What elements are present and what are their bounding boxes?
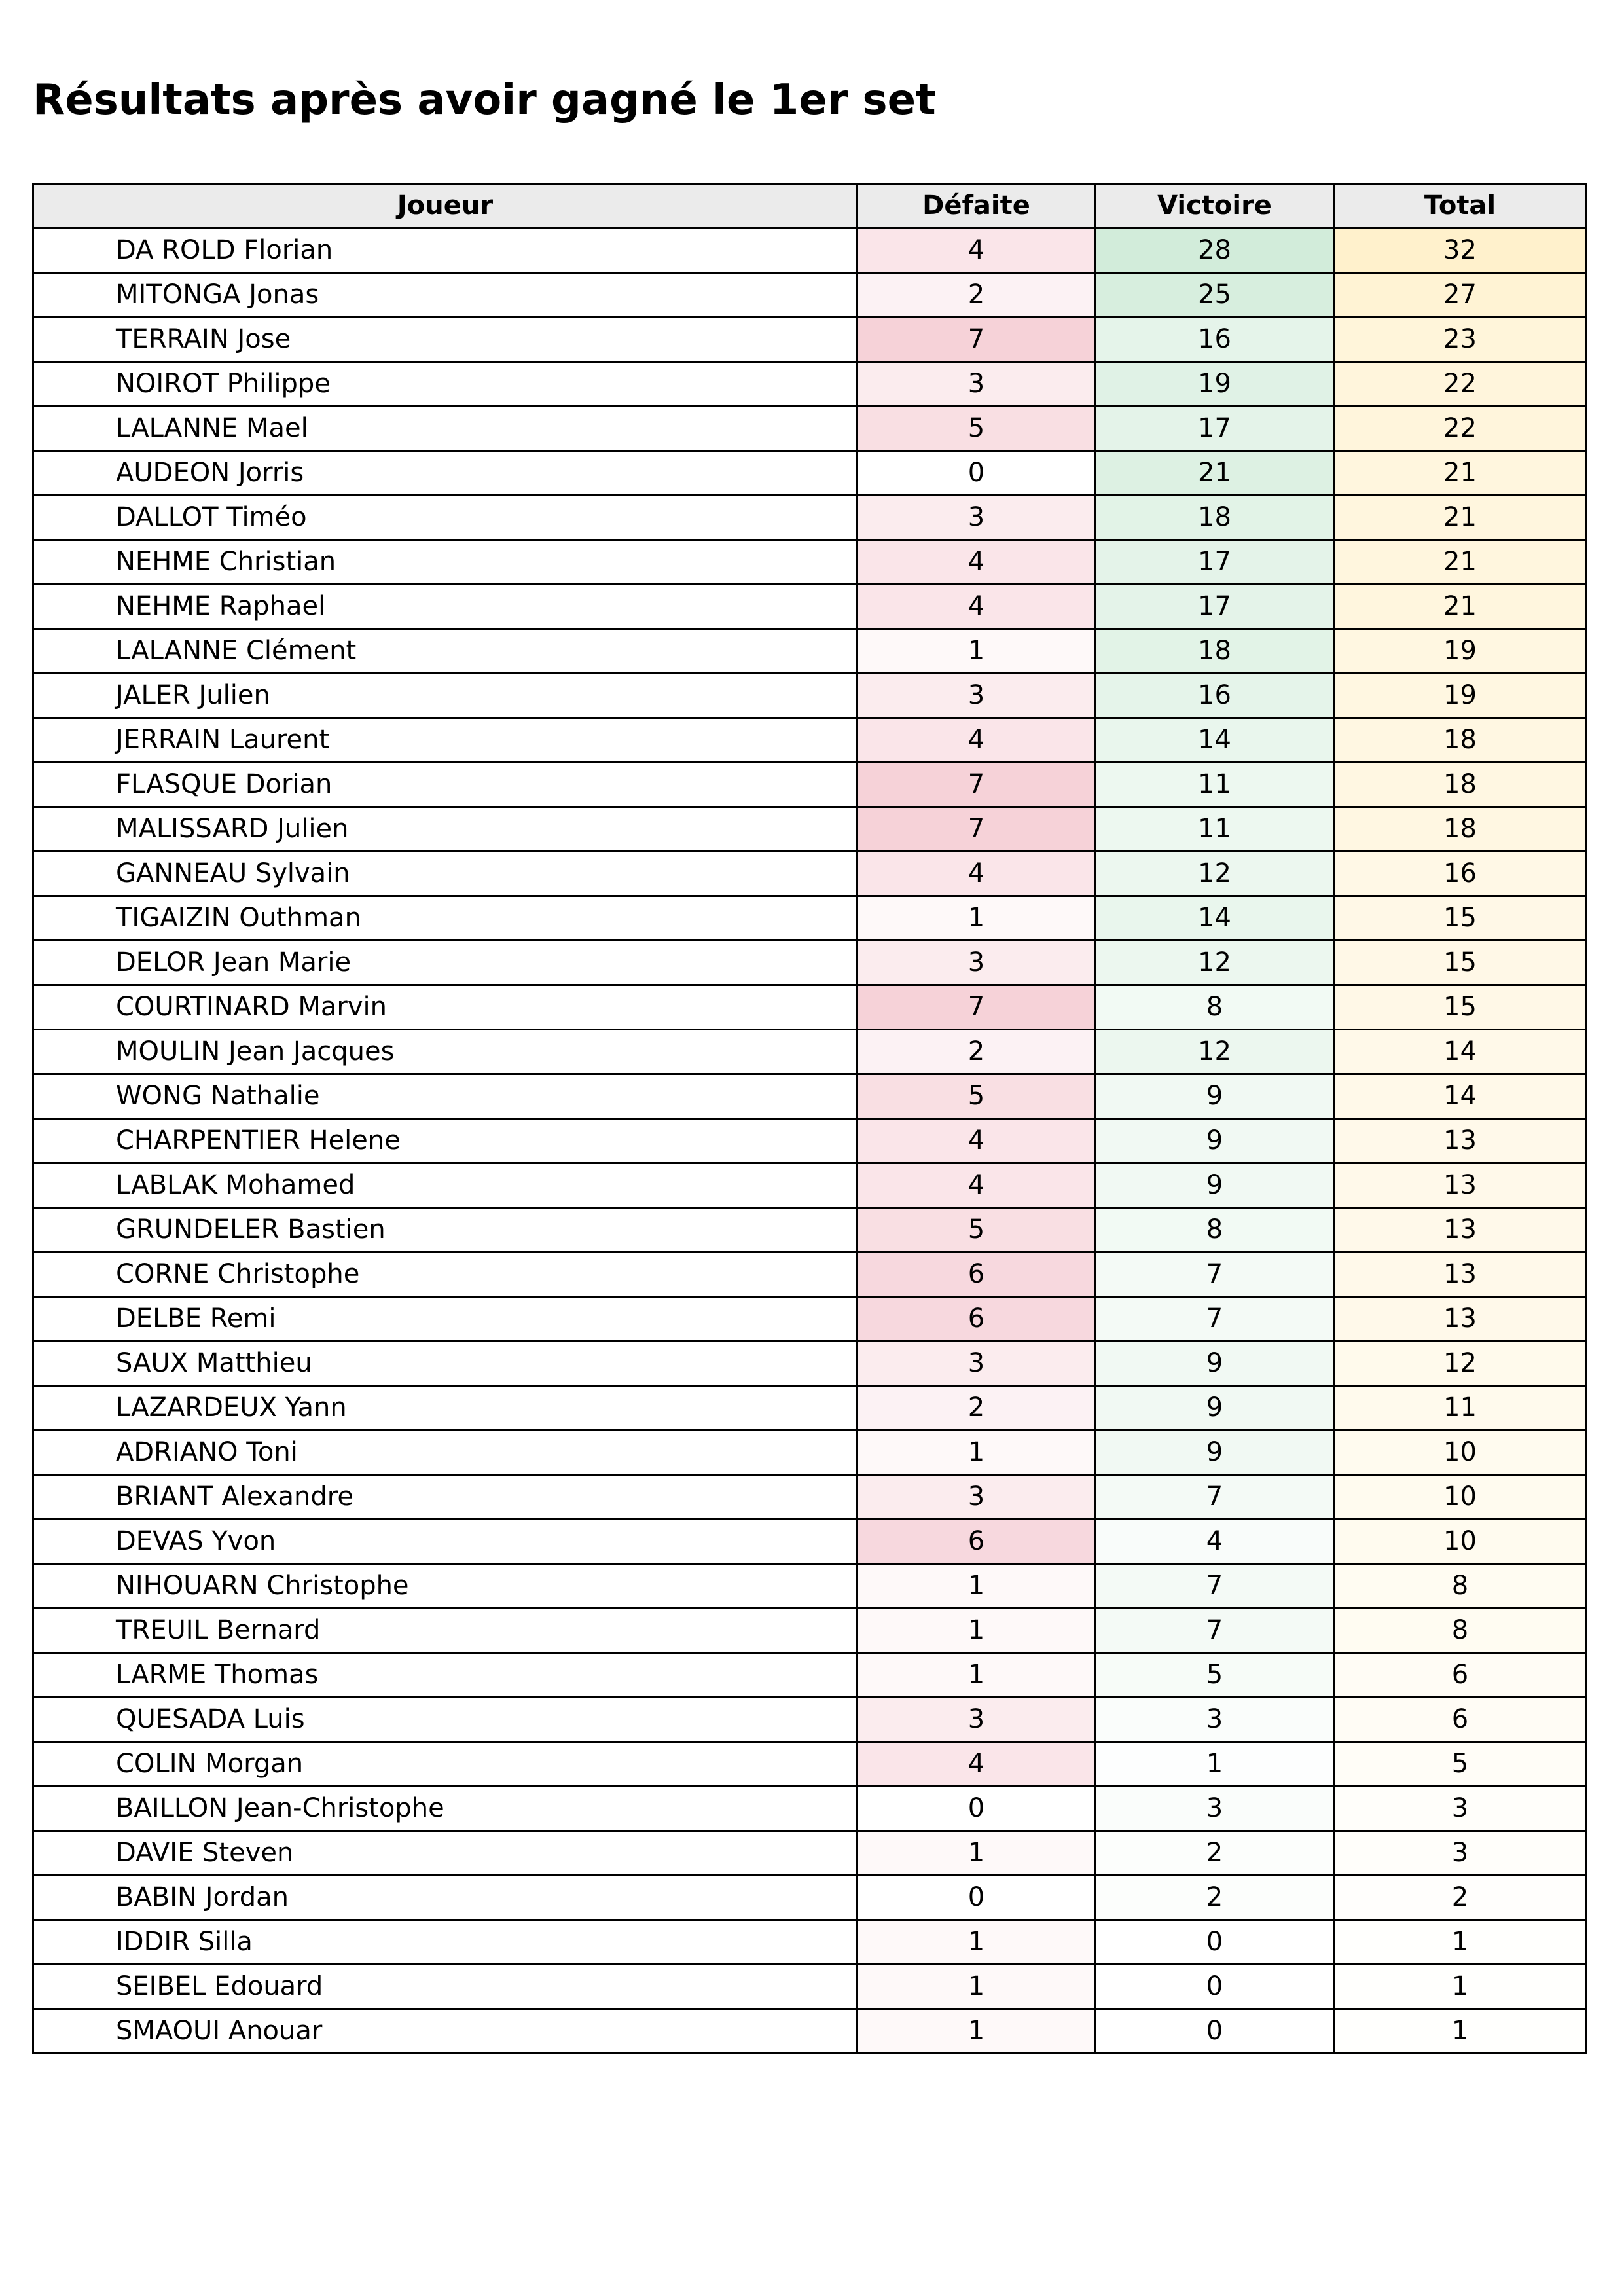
table-row [33,1119,1587,1163]
defaite-cell: 1 [857,1920,1096,1965]
defaite-cell: 6 [857,1297,1096,1341]
victoire-cell: 7 [1096,1475,1334,1520]
victoire-cell: 17 [1096,585,1334,629]
defaite-cell: 5 [857,1074,1096,1119]
victoire-cell: 0 [1096,1965,1334,2009]
total-cell: 32 [1334,228,1587,273]
defaite-cell: 3 [857,362,1096,407]
table-row [33,1252,1587,1297]
victoire-cell: 17 [1096,407,1334,451]
total-cell: 11 [1334,1386,1587,1430]
defaite-cell: 7 [857,763,1096,807]
total-cell: 3 [1334,1787,1587,1831]
table-row [33,1609,1587,1653]
defaite-cell: 1 [857,1831,1096,1876]
defaite-cell: 0 [857,451,1096,496]
table-row [33,807,1587,852]
table-row [33,273,1587,318]
player-name-cell: AUDEON Jorris [33,451,857,496]
defaite-cell: 4 [857,718,1096,763]
player-name-cell: QUESADA Luis [33,1698,857,1742]
player-name-cell: ADRIANO Toni [33,1430,857,1475]
defaite-cell: 7 [857,807,1096,852]
defaite-cell: 4 [857,852,1096,896]
player-name-cell: JALER Julien [33,674,857,718]
total-cell: 15 [1334,985,1587,1030]
player-name-cell: LALANNE Mael [33,407,857,451]
table-row [33,1920,1587,1965]
defaite-cell: 2 [857,273,1096,318]
player-name-cell: WONG Nathalie [33,1074,857,1119]
player-name-cell: LARME Thomas [33,1653,857,1698]
table-row [33,228,1587,273]
page-title: Résultats après avoir gagné le 1er set [33,76,936,124]
table-row [33,1386,1587,1430]
total-cell: 13 [1334,1119,1587,1163]
victoire-cell: 9 [1096,1341,1334,1386]
player-name-cell: BABIN Jordan [33,1876,857,1920]
player-name-cell: LALANNE Clément [33,629,857,674]
victoire-cell: 3 [1096,1787,1334,1831]
victoire-cell: 9 [1096,1119,1334,1163]
victoire-cell: 2 [1096,1831,1334,1876]
table-row [33,1742,1587,1787]
defaite-cell: 0 [857,1787,1096,1831]
table-row [33,1030,1587,1074]
player-name-cell: DELBE Remi [33,1297,857,1341]
player-name-cell: COURTINARD Marvin [33,985,857,1030]
player-name-cell: LAZARDEUX Yann [33,1386,857,1430]
table-row [33,1831,1587,1876]
player-name-cell: CHARPENTIER Helene [33,1119,857,1163]
victoire-cell: 2 [1096,1876,1334,1920]
defaite-cell: 4 [857,1742,1096,1787]
results-table [32,183,1587,2054]
defaite-cell: 6 [857,1520,1096,1564]
victoire-cell: 9 [1096,1430,1334,1475]
total-cell: 18 [1334,763,1587,807]
defaite-cell: 7 [857,318,1096,362]
player-name-cell: BRIANT Alexandre [33,1475,857,1520]
defaite-cell: 4 [857,585,1096,629]
table-row [33,1876,1587,1920]
victoire-cell: 4 [1096,1520,1334,1564]
victoire-cell: 12 [1096,941,1334,985]
total-cell: 23 [1334,318,1587,362]
total-cell: 12 [1334,1341,1587,1386]
defaite-cell: 1 [857,629,1096,674]
player-name-cell: DAVIE Steven [33,1831,857,1876]
table-body [33,228,1587,2054]
header-row [33,184,1587,228]
victoire-cell: 0 [1096,1920,1334,1965]
victoire-cell: 18 [1096,629,1334,674]
player-name-cell: NIHOUARN Christophe [33,1564,857,1609]
total-cell: 13 [1334,1252,1587,1297]
table-row [33,1520,1587,1564]
defaite-cell: 3 [857,1698,1096,1742]
total-cell: 2 [1334,1876,1587,1920]
total-cell: 22 [1334,362,1587,407]
defaite-cell: 1 [857,1564,1096,1609]
player-name-cell: TIGAIZIN Outhman [33,896,857,941]
defaite-cell: 3 [857,1341,1096,1386]
total-cell: 19 [1334,629,1587,674]
player-name-cell: DELOR Jean Marie [33,941,857,985]
defaite-cell: 1 [857,1609,1096,1653]
total-cell: 5 [1334,1742,1587,1787]
player-name-cell: SEIBEL Edouard [33,1965,857,2009]
defaite-cell: 1 [857,2009,1096,2054]
player-name-cell: DALLOT Timéo [33,496,857,540]
player-name-cell: MOULIN Jean Jacques [33,1030,857,1074]
total-cell: 21 [1334,496,1587,540]
table-row [33,362,1587,407]
table-row [33,540,1587,585]
player-name-cell: MALISSARD Julien [33,807,857,852]
defaite-cell: 0 [857,1876,1096,1920]
defaite-cell: 1 [857,896,1096,941]
total-cell: 6 [1334,1653,1587,1698]
player-name-cell: SAUX Matthieu [33,1341,857,1386]
total-cell: 10 [1334,1475,1587,1520]
table-row [33,985,1587,1030]
table-row [33,2009,1587,2054]
victoire-cell: 7 [1096,1609,1334,1653]
table-row [33,1475,1587,1520]
victoire-cell: 19 [1096,362,1334,407]
total-cell: 15 [1334,896,1587,941]
total-cell: 6 [1334,1698,1587,1742]
player-name-cell: MITONGA Jonas [33,273,857,318]
total-cell: 21 [1334,540,1587,585]
total-cell: 8 [1334,1609,1587,1653]
total-cell: 16 [1334,852,1587,896]
player-name-cell: BAILLON Jean-Christophe [33,1787,857,1831]
defaite-cell: 2 [857,1386,1096,1430]
defaite-cell: 4 [857,228,1096,273]
column-header-joueur: Joueur [33,184,857,228]
table-row [33,1787,1587,1831]
player-name-cell: DEVAS Yvon [33,1520,857,1564]
victoire-cell: 14 [1096,718,1334,763]
defaite-cell: 1 [857,1430,1096,1475]
total-cell: 21 [1334,451,1587,496]
table-row [33,629,1587,674]
defaite-cell: 1 [857,1965,1096,2009]
table-row [33,941,1587,985]
total-cell: 13 [1334,1208,1587,1252]
victoire-cell: 7 [1096,1252,1334,1297]
victoire-cell: 0 [1096,2009,1334,2054]
table-row [33,496,1587,540]
player-name-cell: IDDIR Silla [33,1920,857,1965]
player-name-cell: TERRAIN Jose [33,318,857,362]
defaite-cell: 4 [857,1119,1096,1163]
victoire-cell: 11 [1096,807,1334,852]
victoire-cell: 17 [1096,540,1334,585]
table-row [33,407,1587,451]
victoire-cell: 9 [1096,1074,1334,1119]
victoire-cell: 14 [1096,896,1334,941]
table-row [33,852,1587,896]
victoire-cell: 9 [1096,1386,1334,1430]
player-name-cell: DA ROLD Florian [33,228,857,273]
total-cell: 1 [1334,1965,1587,2009]
total-cell: 14 [1334,1030,1587,1074]
table-row [33,1297,1587,1341]
total-cell: 19 [1334,674,1587,718]
defaite-cell: 3 [857,674,1096,718]
player-name-cell: SMAOUI Anouar [33,2009,857,2054]
defaite-cell: 3 [857,941,1096,985]
player-name-cell: JERRAIN Laurent [33,718,857,763]
victoire-cell: 25 [1096,273,1334,318]
defaite-cell: 4 [857,1163,1096,1208]
player-name-cell: COLIN Morgan [33,1742,857,1787]
table-row [33,1341,1587,1386]
total-cell: 1 [1334,1920,1587,1965]
player-name-cell: TREUIL Bernard [33,1609,857,1653]
defaite-cell: 7 [857,985,1096,1030]
table-row [33,1965,1587,2009]
table-row [33,1074,1587,1119]
total-cell: 18 [1334,718,1587,763]
defaite-cell: 3 [857,496,1096,540]
defaite-cell: 5 [857,407,1096,451]
defaite-cell: 4 [857,540,1096,585]
total-cell: 14 [1334,1074,1587,1119]
defaite-cell: 5 [857,1208,1096,1252]
defaite-cell: 1 [857,1653,1096,1698]
column-header-victoire: Victoire [1096,184,1334,228]
total-cell: 10 [1334,1430,1587,1475]
player-name-cell: LABLAK Mohamed [33,1163,857,1208]
player-name-cell: NEHME Christian [33,540,857,585]
victoire-cell: 12 [1096,1030,1334,1074]
table-row [33,451,1587,496]
victoire-cell: 7 [1096,1297,1334,1341]
total-cell: 21 [1334,585,1587,629]
table-row [33,318,1587,362]
victoire-cell: 1 [1096,1742,1334,1787]
victoire-cell: 12 [1096,852,1334,896]
victoire-cell: 3 [1096,1698,1334,1742]
player-name-cell: GANNEAU Sylvain [33,852,857,896]
total-cell: 3 [1334,1831,1587,1876]
column-header-defaite: Défaite [857,184,1096,228]
column-header-total: Total [1334,184,1587,228]
total-cell: 18 [1334,807,1587,852]
table-row [33,1208,1587,1252]
defaite-cell: 6 [857,1252,1096,1297]
total-cell: 15 [1334,941,1587,985]
total-cell: 8 [1334,1564,1587,1609]
total-cell: 13 [1334,1297,1587,1341]
victoire-cell: 18 [1096,496,1334,540]
table-row [33,763,1587,807]
table-row [33,1430,1587,1475]
total-cell: 13 [1334,1163,1587,1208]
player-name-cell: FLASQUE Dorian [33,763,857,807]
defaite-cell: 3 [857,1475,1096,1520]
player-name-cell: NOIROT Philippe [33,362,857,407]
table-row [33,585,1587,629]
player-name-cell: CORNE Christophe [33,1252,857,1297]
table-row [33,896,1587,941]
table-row [33,674,1587,718]
victoire-cell: 16 [1096,674,1334,718]
victoire-cell: 7 [1096,1564,1334,1609]
victoire-cell: 28 [1096,228,1334,273]
player-name-cell: GRUNDELER Bastien [33,1208,857,1252]
total-cell: 22 [1334,407,1587,451]
table-row [33,1163,1587,1208]
victoire-cell: 21 [1096,451,1334,496]
victoire-cell: 8 [1096,985,1334,1030]
victoire-cell: 8 [1096,1208,1334,1252]
victoire-cell: 11 [1096,763,1334,807]
total-cell: 10 [1334,1520,1587,1564]
table-row [33,1698,1587,1742]
table-row [33,718,1587,763]
total-cell: 27 [1334,273,1587,318]
table-row [33,1564,1587,1609]
victoire-cell: 16 [1096,318,1334,362]
victoire-cell: 5 [1096,1653,1334,1698]
table-row [33,1653,1587,1698]
victoire-cell: 9 [1096,1163,1334,1208]
total-cell: 1 [1334,2009,1587,2054]
player-name-cell: NEHME Raphael [33,585,857,629]
defaite-cell: 2 [857,1030,1096,1074]
